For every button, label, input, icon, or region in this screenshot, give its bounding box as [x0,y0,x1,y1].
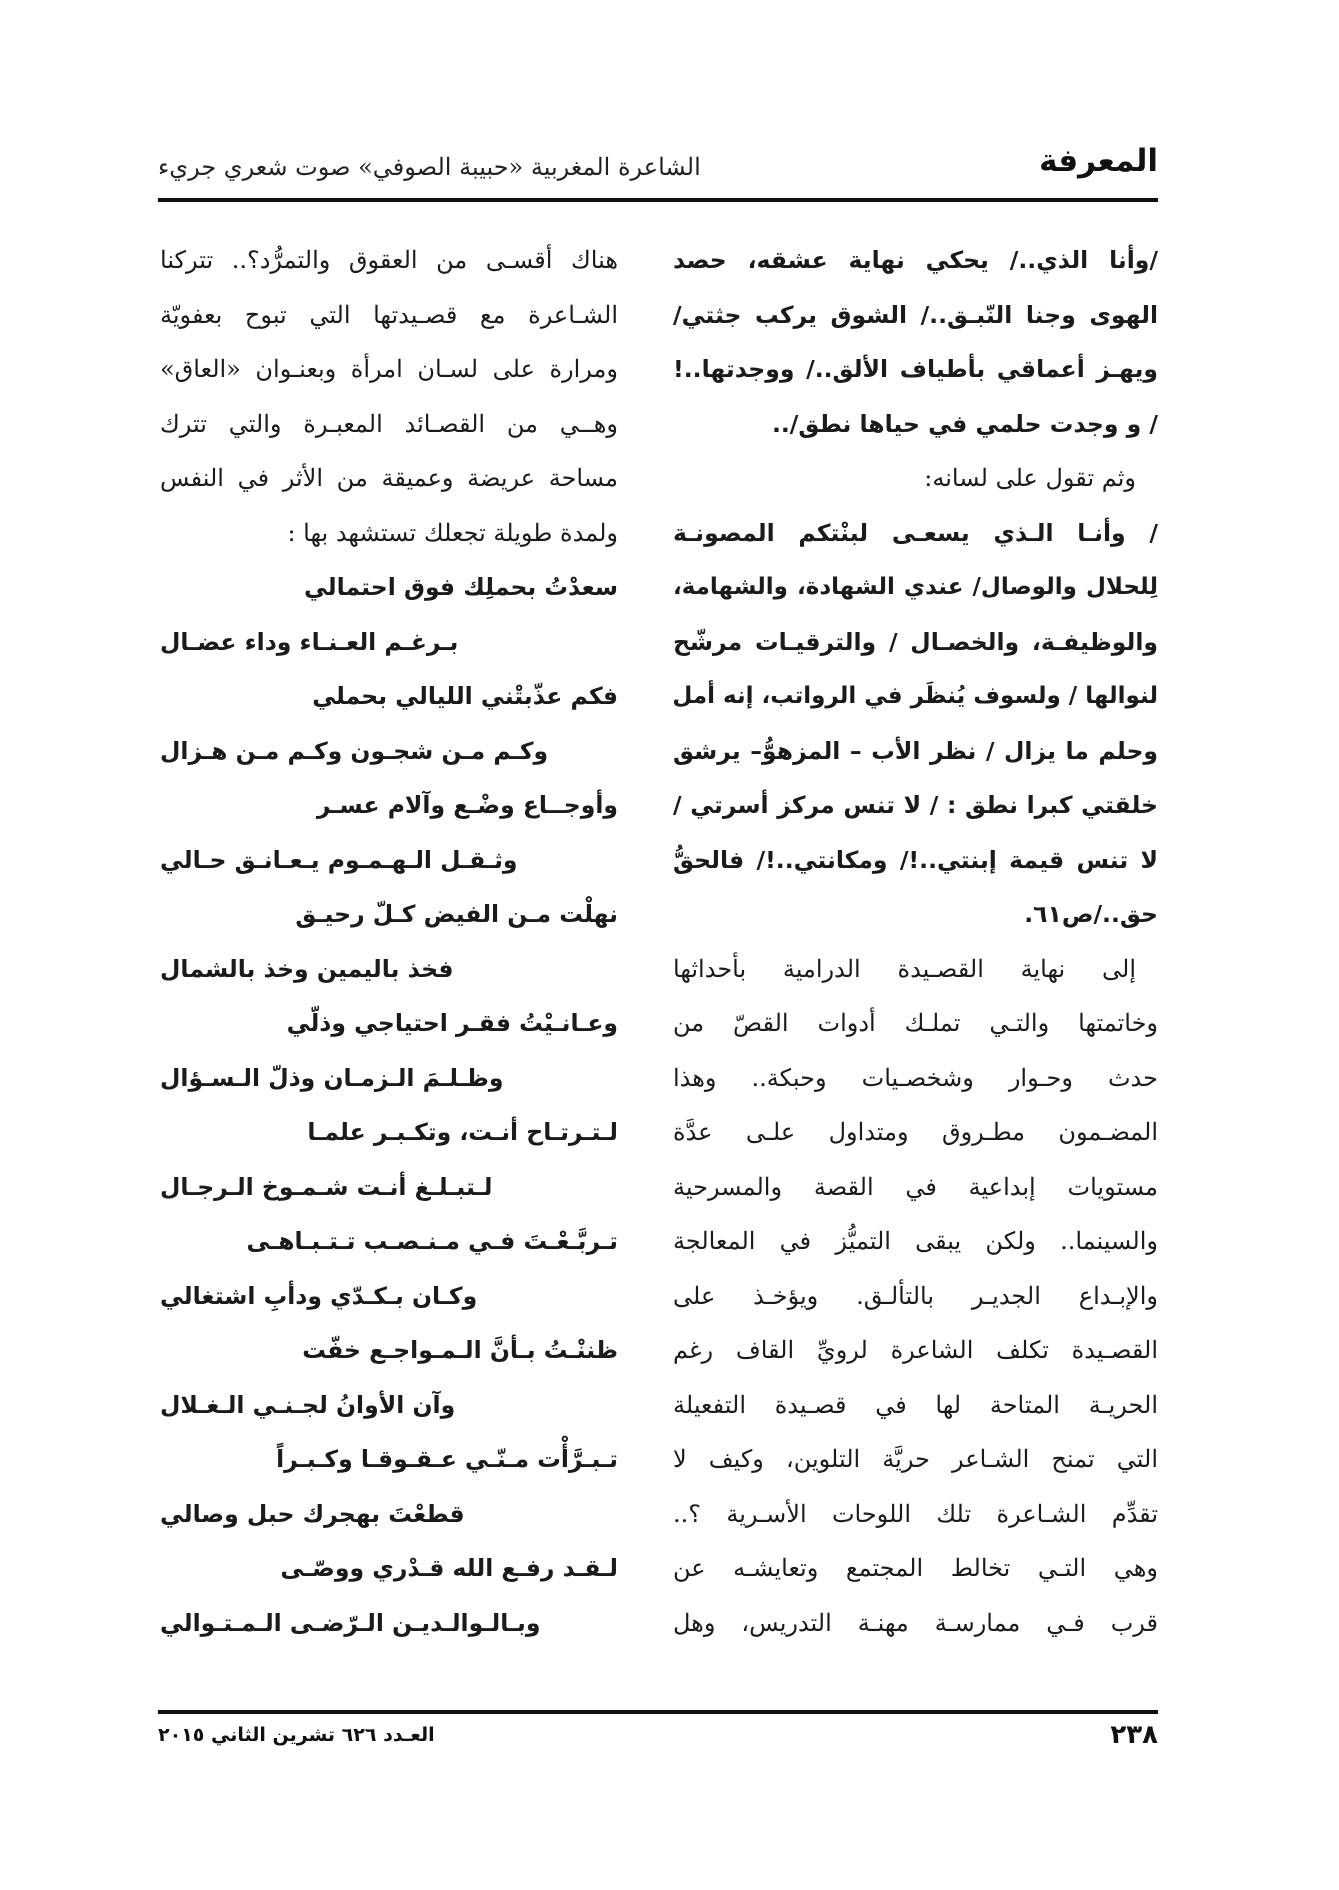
verse-line: لـقـد رفـع الله قـدْري ووصّـى [280,1554,618,1582]
magazine-logo [1039,143,1158,179]
text-column-right [673,233,1158,1650]
body-line: والإبـداع الجديـر بالتألـق. ويؤخـذ على [673,1281,1158,1310]
body-line: المضـمون مطـروق ومتداول علـى عدَّة [673,1118,1158,1146]
verse-line: وبـالـوالـديـن الـرّضـى الـمـتـوالي [160,1608,541,1637]
verse-line: تـربَّـعْـتَ فـي مـنـصـب تـتـبـاهـى [246,1227,618,1255]
poem-line: الهوى وجنا النّبـق../ الشوق يركب جثتي/ [673,300,1158,329]
body-line: الشـاعرة مع قصـيدتها التي تبوح بعفويّة [160,300,618,329]
body-line: التي تمنح الشـاعر حريَّة التلوين، وكيف لا [673,1445,1158,1473]
body-line: وهي التـي تخالط المجتمع وتعايشـه عن [673,1554,1158,1582]
body-line: مساحة عريضة وعميقة من الأثر في النفس [160,464,618,492]
body-line: قرب فـي ممارسـة مهنـة التدريس، وهل [673,1608,1158,1637]
verse-line: وآن الأوانُ لجـنـي الـغـلال [160,1390,456,1419]
verse-line: لـتـرتـاح أنـت، وتكـبـر علمـا [307,1118,618,1146]
page-number: ٢٣٨ [1110,1720,1158,1750]
poem-line: خلقتي كبرا نطق : / لا تنس مركز أسرتي / [673,791,1158,819]
verse-line: قطعْتَ بهجرك حبل وصالي [160,1499,465,1528]
poem-line: لنوالها / ولسوف يُنظَر في الرواتب، إنه أمل [672,683,1158,709]
poem-line: لِلحلال والوصال/ عندي الشهادة، والشهامة، [673,574,1158,600]
body-line: الحريـة المتاحة لها في قصـيدة التفعيلة [673,1390,1158,1419]
verse-line: فخذ باليمين وخذ بالشمال [160,954,454,983]
body-line: وهــي من القصـائد المعبـرة والتي تترك [160,409,618,438]
body-line: وثم تقول على لسانه: [924,464,1136,492]
poem-line: ويهـز أعماقي بأطياف الألق../ ووجدتها..! [673,355,1158,383]
poem-line: لا تنس قيمة إبنتي..!/ ومكانتي..!/ فالحقُّ [673,845,1158,874]
page-footer [158,1720,1158,1760]
body-line: القصـيدة تكلف الشاعرة لرويِّ القاف رغم [673,1336,1158,1364]
poem-line: حق../ص٦١. [1024,900,1158,928]
verse-line: تـبـرَّأْت مـنّـي عـقـوقـا وكـبـراً [276,1445,618,1473]
verse-line: بـرغـم العـنـاء وداء عضـال [160,627,459,656]
verse-line: وكـم مـن شجـون وكـم مـن هـزال [160,736,549,765]
running-title: الشاعرة المغربية «حبيبة الصوفي» صوت شعري جريء [158,153,701,181]
body-line: تقدِّم الشـاعرة تلك اللوحات الأسـرية ؟.. [673,1499,1158,1528]
verse-line: وعـانـيْتُ فقـر احتياجي وذلّي [286,1009,618,1037]
body-line: ومرارة على لسـان امرأة وبعنـوان «العاق» [160,355,618,383]
verse-line: سعدْتُ بحملِك فوق احتمالي [304,573,618,601]
page-header [158,143,1158,193]
text-column-left [160,233,618,1650]
poem-line: /وأنا الذي../ يحكي نهاية عشقه، حصد [673,246,1158,274]
verse-line: وثـقـل الـهـمـوم يـعـانـق حـالي [160,845,518,874]
verse-line: لـتبـلـغ أنـت شـمـوخ الـرجـال [160,1172,493,1201]
verse-line: نهلْت مـن الفيض كـلّ رحيـق [295,900,618,928]
issue-info: العـدد ٦٢٦ تشرين الثاني ٢٠١٥ [158,1724,435,1746]
verse-line: وأوجــاع وضْـع وآلام عسـر [316,791,618,819]
poem-line: وحلم ما يزال / نظر الأب – المزهوُّ– يرشق [673,736,1158,765]
verse-line: وكـان بـكـدّي ودأبِ اشتغالي [160,1281,478,1310]
body-line: مستويات إبداعية في القصة والمسرحية [673,1172,1158,1201]
poem-line: / وأنـا الـذي يسعـى لبنْتكم المصونـة [673,518,1158,547]
body-line: والسينما.. ولكن يبقى التميُّز في المعالجة [673,1227,1158,1255]
footer-rule [158,1710,1158,1714]
poem-line: والوظيفـة، والخصـال / والترقيـات مرشّح [673,627,1158,656]
header-rule [158,198,1158,202]
body-line: إلى نهاية القصـيدة الدرامية بأحداثها [673,954,1136,983]
verse-line: ظننْـتُ بـأنَّ الـمـواجـع خفّت [302,1336,618,1364]
body-line: هناك أقسـى من العقوق والتمرُّد؟.. تتركنا [160,246,618,274]
body-line: وخاتمتها والتـي تملـك أدوات القصّ من [673,1009,1158,1037]
verse-line: فكم عذّبتْني الليالي بحملي [312,682,618,710]
body-line: حدث وحـوار وشخصـيات وحبكة.. وهذا [673,1063,1158,1092]
body-line: ولمدة طويلة تجعلك تستشهد بها : [287,518,618,547]
poem-line: / و وجدت حلمي في حياها نطق/.. [771,409,1158,438]
verse-line: وظـلـمَ الـزمـان وذلّ الـسـؤال [160,1063,504,1092]
logo-text: المعرفة [1039,143,1158,179]
